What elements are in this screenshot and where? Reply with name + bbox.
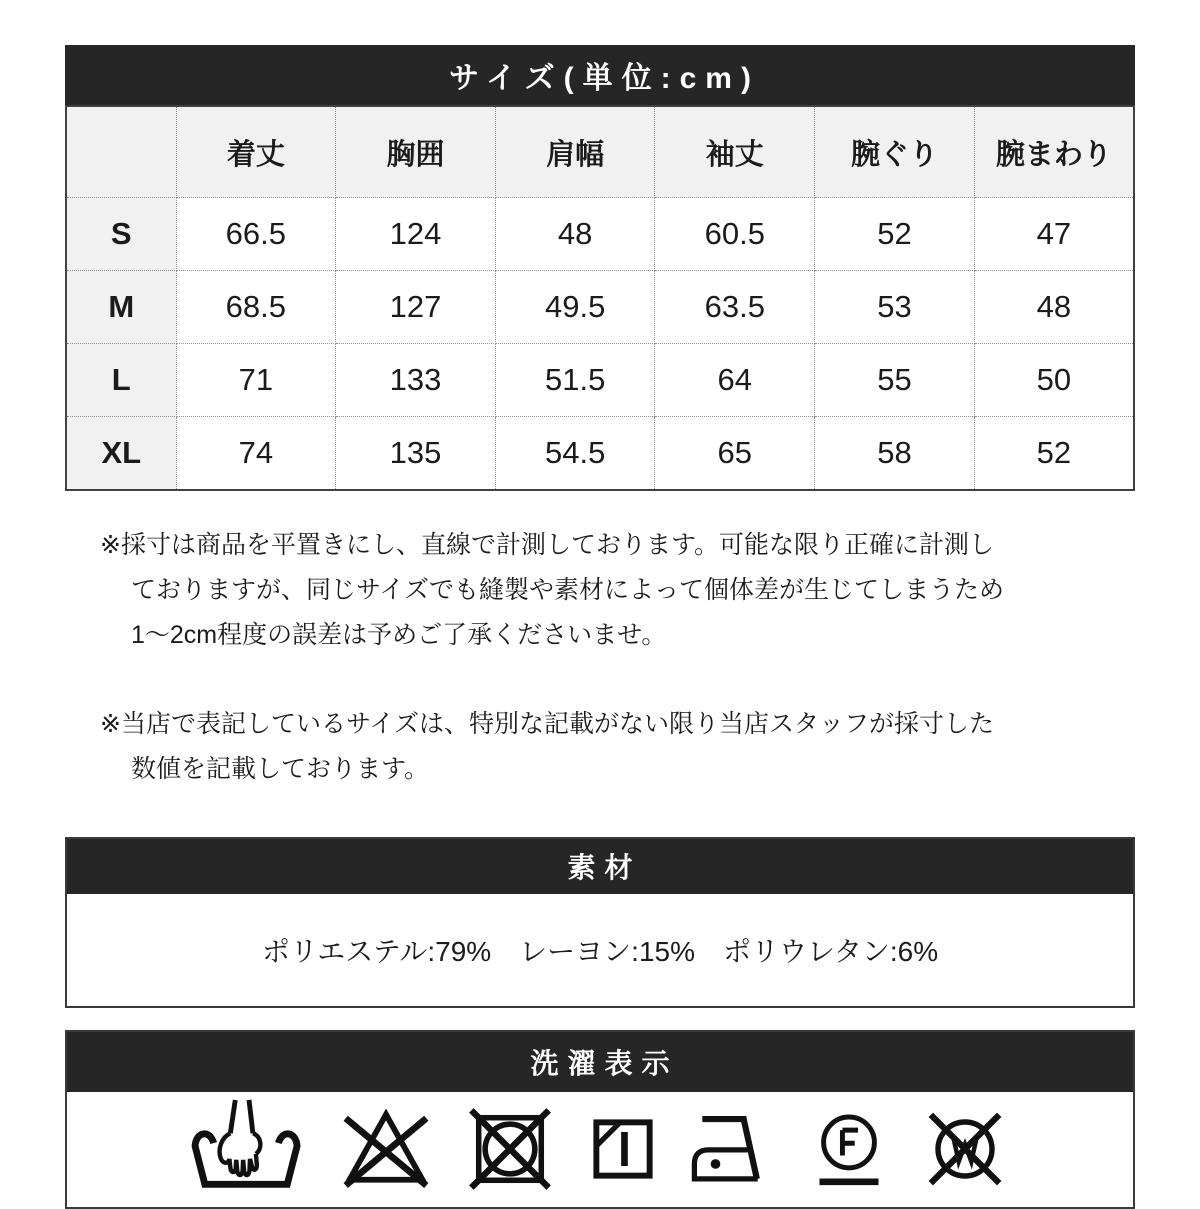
size-cell: 64 <box>655 344 815 417</box>
size-section-title-bar <box>65 45 1135 105</box>
size-cell: 51.5 <box>495 344 655 417</box>
size-cell: 49.5 <box>495 271 655 344</box>
table-row-s <box>66 198 1134 271</box>
size-cell: 50 <box>974 344 1134 417</box>
size-cell: 54.5 <box>495 417 655 490</box>
row-label-xl: XL <box>66 417 176 490</box>
size-cell: 58 <box>815 417 975 490</box>
size-section-title: サイズ(単位:cm) <box>449 62 760 95</box>
laundry-title: 洗濯表示 <box>530 1047 679 1079</box>
size-cell: 52 <box>974 417 1134 490</box>
col-header-arm-width: 腕まわり <box>974 106 1134 198</box>
drip-dry-shade-icon <box>586 1112 660 1186</box>
material-composition: ポリエステル:79% レーヨン:15% ポリウレタン:6% <box>261 935 939 967</box>
size-cell: 68.5 <box>176 271 336 344</box>
material-title-bar <box>67 839 1133 894</box>
measurement-note-line: ※採寸は商品を平置きにし、直線で計測しております。可能な限り正確に計測し <box>100 530 994 559</box>
col-header-chest: 胸囲 <box>336 106 496 198</box>
measurement-note-line: 1〜2cm程度の誤差は予めご了承くださいませ。 <box>131 620 667 649</box>
do-not-tumble-dry-icon <box>464 1103 556 1195</box>
laundry-title-bar <box>67 1032 1133 1092</box>
size-cell: 63.5 <box>655 271 815 344</box>
size-cell: 60.5 <box>655 198 815 271</box>
size-table <box>65 105 1135 491</box>
size-cell: 135 <box>336 417 496 490</box>
row-label-m: M <box>66 271 176 344</box>
table-row-l <box>66 344 1134 417</box>
measurement-note-line: ておりますが、同じサイズでも縫製や素材によって個体差が生じてしまうため <box>131 575 1005 604</box>
iron-low-heat-icon <box>690 1110 778 1188</box>
corner-cell <box>66 106 176 198</box>
material-content <box>67 894 1133 1006</box>
col-header-shoulder: 肩幅 <box>495 106 655 198</box>
size-table-header-row <box>66 106 1134 198</box>
table-row-m <box>66 271 1134 344</box>
size-cell: 133 <box>336 344 496 417</box>
size-cell: 52 <box>815 198 975 271</box>
col-header-armhole: 腕ぐり <box>815 106 975 198</box>
col-header-sleeve: 袖丈 <box>655 106 815 198</box>
laundry-icons-row <box>67 1092 1133 1207</box>
dry-clean-f-gentle-icon <box>808 1102 890 1196</box>
material-section <box>65 837 1135 1008</box>
size-cell: 48 <box>974 271 1134 344</box>
do-not-bleach-icon <box>338 1101 434 1197</box>
size-notation-note <box>65 702 1135 792</box>
size-cell: 66.5 <box>176 198 336 271</box>
hand-wash-icon <box>190 1098 308 1200</box>
page <box>65 0 1135 1209</box>
size-cell: 74 <box>176 417 336 490</box>
laundry-section <box>65 1030 1135 1209</box>
size-cell: 53 <box>815 271 975 344</box>
size-cell: 71 <box>176 344 336 417</box>
row-label-l: L <box>66 344 176 417</box>
row-label-s: S <box>66 198 176 271</box>
size-cell: 47 <box>974 198 1134 271</box>
col-header-body-length: 着丈 <box>176 106 336 198</box>
size-cell: 65 <box>655 417 815 490</box>
do-not-wet-clean-icon <box>920 1104 1010 1194</box>
size-notation-note-line: 数値を記載しております。 <box>131 754 430 783</box>
size-cell: 127 <box>336 271 496 344</box>
measurement-note <box>65 523 1135 658</box>
size-notation-note-line: ※当店で表記しているサイズは、特別な記載がない限り当店スタッフが採寸した <box>100 709 994 738</box>
table-row-xl <box>66 417 1134 490</box>
material-title: 素材 <box>567 852 642 883</box>
size-cell: 48 <box>495 198 655 271</box>
size-cell: 55 <box>815 344 975 417</box>
size-cell: 124 <box>336 198 496 271</box>
